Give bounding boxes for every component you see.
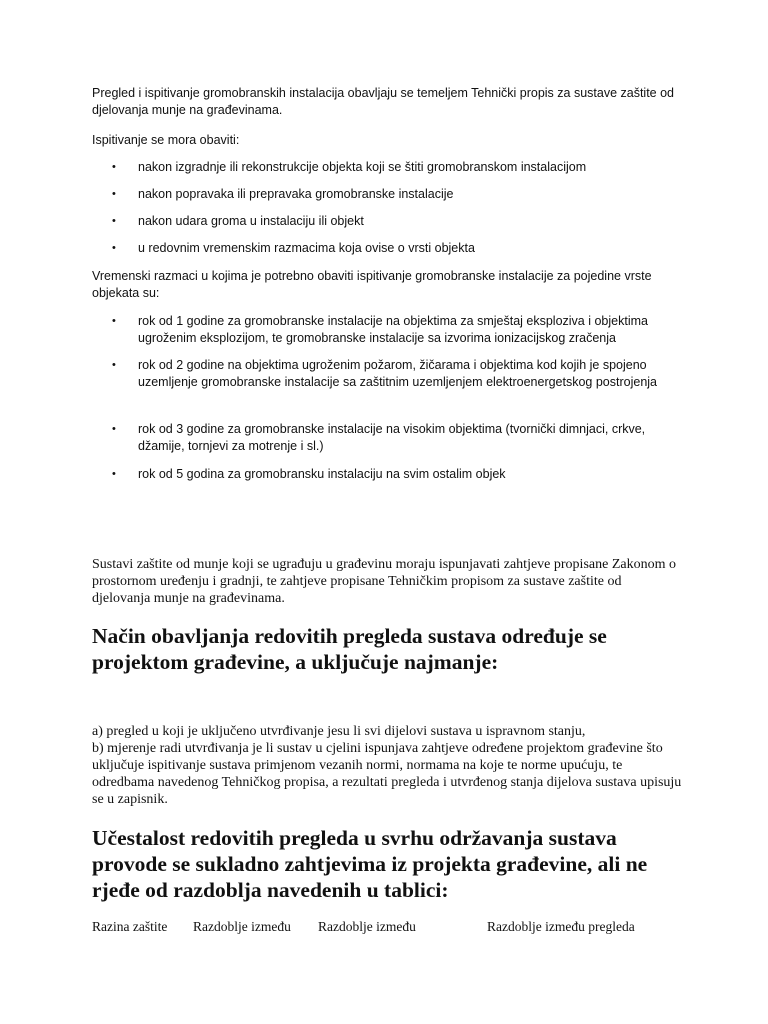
list-item-text: u redovnim vremenskim razmacima koja ovise o vrsti objekta (138, 241, 475, 255)
item-a: a) pregled u koji je uključeno utvrđivanje jesu li svi dijelovi sustava u ispravnom stanju, (92, 724, 586, 739)
inspection-lead: Ispitivanje se mora obaviti: (92, 133, 240, 147)
table-header-cell: Razdoblje između pregleda (487, 919, 635, 934)
bullet-icon: • (112, 359, 116, 371)
table-header-cell: Razina zaštite (92, 919, 168, 934)
section-heading: Način obavljanja redovitih pregleda sustava određuje se projektom građevine, a uključuje najmanje: (92, 624, 607, 674)
bullet-icon: • (112, 242, 116, 254)
list-item-text: rok od 3 godine za gromobranske instalacije na visokim objektima (tvornički dimnjaci, crkve, džamije, tornjevi za motrenje i sl.) (138, 422, 646, 453)
bullet-icon: • (112, 161, 116, 173)
item-b: b) mjerenje radi utvrđivanja je li sustav u cjelini ispunjava zahtjeve određene projektom građevine što uključuje ispitivanje sustava primjenom vezanih normi, normama na koje te norme upućuju, te odredbama navedenog Tehničkog propisa, a rezultati pregleda i utvrđenog stanja dijelova sustava upisuju se u zapisnik. (92, 741, 682, 807)
law-paragraph: Sustavi zaštite od munje koji se ugrađuju u građevinu moraju ispunjavati zahtjeve propisane Zakonom o prostornom uređenju i gradnji, te zahtjeve propisane Tehničkim propisom za sustave zaštite od djelovanja munje na građevinama. (92, 557, 676, 606)
intro-paragraph: Pregled i ispitivanje gromobranskih instalacija obavljaju se temeljem Tehnički propis za sustave zaštite od djelovanja munje na građevinama. (92, 86, 675, 117)
bullet-icon: • (112, 188, 116, 200)
bullet-icon: • (112, 315, 116, 327)
list-item-text: nakon izgradnje ili rekonstrukcije objekta koji se štiti gromobranskom instalacijom (138, 160, 587, 174)
table-header-cell: Razdoblje između (318, 919, 416, 934)
bullet-icon: • (112, 423, 116, 435)
list-item-text: rok od 5 godina za gromobransku instalaciju na svim ostalim objek (138, 467, 506, 481)
bullet-icon: • (112, 215, 116, 227)
list-item-text: rok od 2 godine na objektima ugroženim požarom, žičarama i objektima kod kojih je spojeno uzemljenje gromobranske instalacije sa zaštitnim uzemljenjem elektroenergetskog postrojenja (138, 358, 658, 389)
bullet-icon: • (112, 468, 116, 480)
list-item-text: rok od 1 godine za gromobranske instalacije na objektima za smještaj eksploziva i objektima ugroženim eksplozijom, te gromobranske instalacije sa izvorima ionizacijskog zračenja (138, 314, 648, 345)
intervals-intro: Vremenski razmaci u kojima je potrebno obaviti ispitivanje gromobranske instalacije za pojedine vrste objekata su: (92, 269, 652, 300)
list-item-text: nakon popravaka ili prepravaka gromobranske instalacije (138, 187, 454, 201)
section-heading: Učestalost redovitih pregleda u svrhu održavanja sustava provode se sukladno zahtjevima iz projekta građevine, ali ne rjeđe od razdoblja navedenih u tablici: (92, 826, 648, 902)
list-item-text: nakon udara groma u instalaciju ili objekt (138, 214, 364, 228)
table-header-cell: Razdoblje između (193, 919, 291, 934)
